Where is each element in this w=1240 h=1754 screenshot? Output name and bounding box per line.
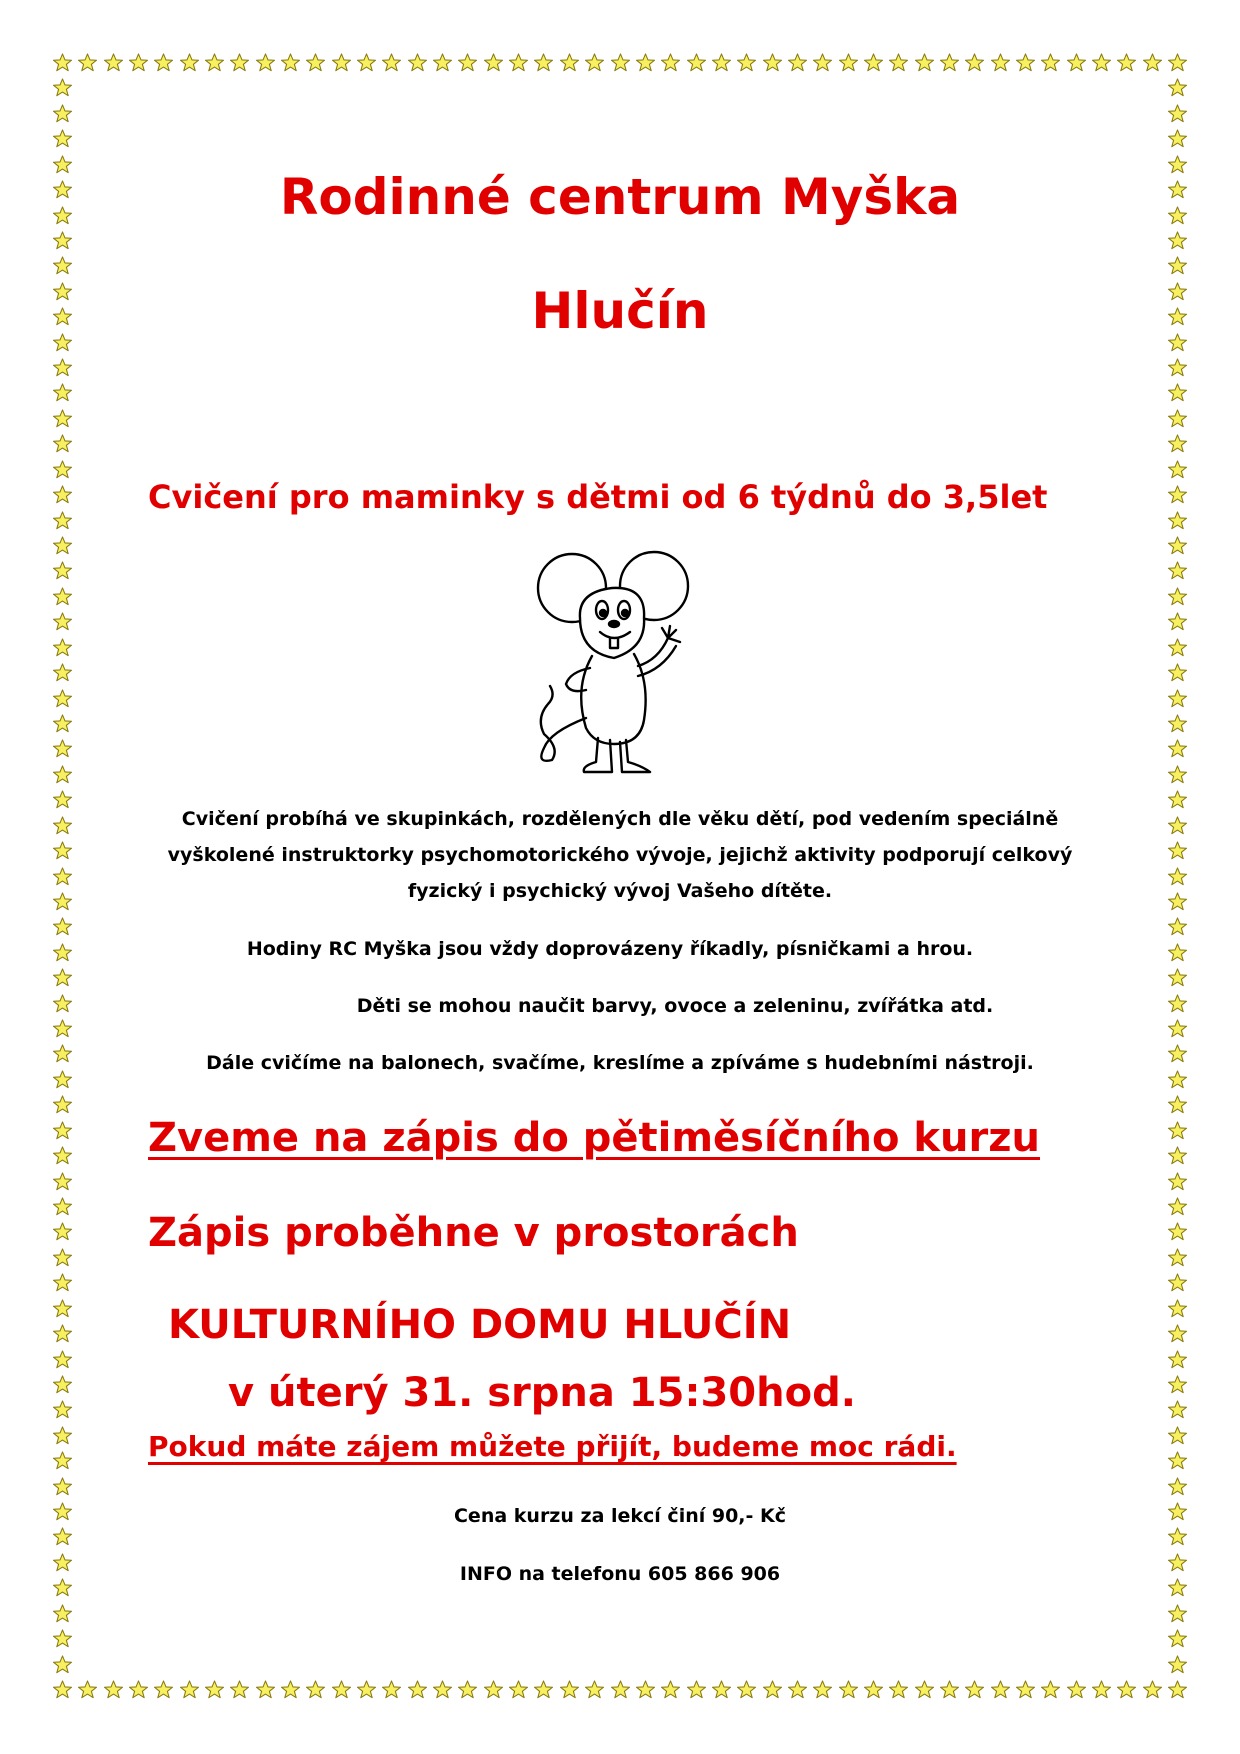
star-icon: [864, 53, 883, 72]
star-icon: [1168, 358, 1187, 377]
star-icon: [53, 765, 72, 784]
star-icon: [1016, 1680, 1035, 1699]
star-icon: [509, 53, 528, 72]
star-icon: [53, 434, 72, 453]
star-icon: [813, 1680, 832, 1699]
star-icon: [1168, 663, 1187, 682]
star-icon: [1168, 1350, 1187, 1369]
star-icon: [53, 663, 72, 682]
star-icon: [53, 612, 72, 631]
star-icon: [1168, 1121, 1187, 1140]
star-icon: [1067, 53, 1086, 72]
star-icon: [1168, 78, 1187, 97]
star-icon: [788, 1680, 807, 1699]
star-icon: [1168, 104, 1187, 123]
star-icon: [1168, 587, 1187, 606]
star-icon: [712, 53, 731, 72]
star-icon: [1168, 1095, 1187, 1114]
star-icon: [534, 53, 553, 72]
star-icon: [53, 1451, 72, 1470]
star-icon: [53, 536, 72, 555]
star-icon: [839, 53, 858, 72]
star-icon: [53, 1655, 72, 1674]
star-icon: [53, 409, 72, 428]
star-icon: [281, 1680, 300, 1699]
star-icon: [484, 1680, 503, 1699]
star-icon: [1092, 53, 1111, 72]
star-icon: [1168, 714, 1187, 733]
star-icon: [1168, 1273, 1187, 1292]
subtitle: Cvičení pro maminky s dětmi od 6 týdnů do 3,5let: [148, 478, 1048, 516]
star-icon: [53, 129, 72, 148]
footer-info: INFO na telefonu 605 866 906: [459, 1563, 781, 1585]
star-icon: [484, 53, 503, 72]
star-icon: [611, 53, 630, 72]
star-icon: [180, 1680, 199, 1699]
star-icon: [687, 53, 706, 72]
star-icon: [1168, 1019, 1187, 1038]
star-icon: [585, 1680, 604, 1699]
star-icon: [408, 53, 427, 72]
star-icon: [433, 53, 452, 72]
star-icon: [53, 1172, 72, 1191]
star-icon: [965, 53, 984, 72]
star-icon: [661, 1680, 680, 1699]
star-icon: [53, 1019, 72, 1038]
star-icon: [560, 1680, 579, 1699]
star-icon: [940, 53, 959, 72]
description-paragraph-2: Hodiny RC Myška jsou vždy doprovázeny říkadly, písničkami a hrou.: [246, 938, 974, 960]
star-icon: [661, 53, 680, 72]
star-icon: [53, 1324, 72, 1343]
star-icon: [889, 53, 908, 72]
mouse-waving-illustration: [530, 548, 710, 778]
star-icon: [53, 917, 72, 936]
star-icon: [712, 1680, 731, 1699]
star-icon: [1168, 1655, 1187, 1674]
invite-place-line: Zápis proběhne v prostorách: [148, 1210, 799, 1256]
star-icon: [53, 1095, 72, 1114]
star-icon: [104, 1680, 123, 1699]
star-icon: [53, 689, 72, 708]
star-icon: [230, 53, 249, 72]
invite-closing: Pokud máte zájem můžete přijít, budeme moc rádi.: [148, 1430, 957, 1463]
star-icon: [864, 1680, 883, 1699]
star-icon: [433, 1680, 452, 1699]
star-icon: [1168, 917, 1187, 936]
star-icon: [991, 53, 1010, 72]
description-line-3: fyzický i psychický vývoj Vašeho dítěte.: [407, 880, 833, 902]
star-icon: [585, 53, 604, 72]
star-icon: [636, 53, 655, 72]
star-icon: [154, 53, 173, 72]
star-icon: [509, 1680, 528, 1699]
star-icon: [357, 1680, 376, 1699]
star-icon: [53, 511, 72, 530]
star-icon: [1168, 1629, 1187, 1648]
star-icon: [1168, 638, 1187, 657]
star-icon: [611, 1680, 630, 1699]
star-icon: [53, 1197, 72, 1216]
star-icon: [53, 1680, 72, 1699]
star-icon: [1016, 53, 1035, 72]
star-icon: [915, 53, 934, 72]
star-icon: [737, 53, 756, 72]
star-icon: [1168, 612, 1187, 631]
star-icon: [1168, 739, 1187, 758]
star-icon: [763, 1680, 782, 1699]
star-icon: [1041, 1680, 1060, 1699]
star-icon: [180, 53, 199, 72]
star-icon: [1168, 1299, 1187, 1318]
star-icon: [53, 104, 72, 123]
star-icon: [1067, 1680, 1086, 1699]
invite-headline: Zveme na zápis do pětiměsíčního kurzu: [148, 1115, 1040, 1161]
description-paragraph-3: Děti se mohou naučit barvy, ovoce a zeleninu, zvířátka atd.: [356, 995, 994, 1017]
star-icon: [53, 1350, 72, 1369]
star-icon: [1168, 689, 1187, 708]
star-icon: [687, 1680, 706, 1699]
star-icon: [53, 383, 72, 402]
star-icon: [1168, 409, 1187, 428]
star-icon: [53, 1273, 72, 1292]
star-icon: [129, 1680, 148, 1699]
star-icon: [53, 1527, 72, 1546]
star-icon: [281, 53, 300, 72]
star-icon: [53, 739, 72, 758]
star-icon: [788, 53, 807, 72]
star-icon: [382, 53, 401, 72]
star-icon: [1168, 1527, 1187, 1546]
star-icon: [813, 53, 832, 72]
star-icon: [636, 1680, 655, 1699]
star-icon: [1117, 1680, 1136, 1699]
star-icon: [53, 1426, 72, 1445]
star-icon: [991, 1680, 1010, 1699]
star-icon: [53, 1604, 72, 1623]
star-icon: [1143, 1680, 1162, 1699]
star-icon: [205, 1680, 224, 1699]
star-icon: [1168, 434, 1187, 453]
description-line-1: Cvičení probíhá ve skupinkách, rozdělených dle věku dětí, pod vedením speciálně: [181, 808, 1059, 830]
star-icon: [78, 53, 97, 72]
star-icon: [1168, 1477, 1187, 1496]
invite-venue: KULTURNÍHO DOMU HLUČÍN: [168, 1302, 792, 1348]
star-icon: [104, 53, 123, 72]
star-icon: [1092, 1680, 1111, 1699]
star-icon: [1117, 53, 1136, 72]
star-icon: [408, 1680, 427, 1699]
star-icon: [1168, 1400, 1187, 1419]
star-icon: [256, 53, 275, 72]
star-icon: [129, 53, 148, 72]
star-icon: [1041, 53, 1060, 72]
star-icon: [53, 561, 72, 580]
star-icon: [1168, 256, 1187, 275]
star-icon: [1168, 1324, 1187, 1343]
star-icon: [332, 53, 351, 72]
star-icon: [1168, 1172, 1187, 1191]
star-icon: [1168, 485, 1187, 504]
star-icon: [1168, 536, 1187, 555]
star-icon: [915, 1680, 934, 1699]
star-icon: [458, 1680, 477, 1699]
star-icon: [1168, 1604, 1187, 1623]
star-icon: [53, 1248, 72, 1267]
star-icon: [53, 968, 72, 987]
star-icon: [1168, 53, 1187, 72]
description-line-2: vyškolené instruktorky psychomotorického vývoje, jejichž aktivity podporují celkový: [167, 844, 1073, 866]
title-line-2: Hlučín: [531, 282, 709, 340]
star-icon: [1168, 1197, 1187, 1216]
star-icon: [53, 1629, 72, 1648]
star-icon: [737, 1680, 756, 1699]
star-icon: [1168, 511, 1187, 530]
star-icon: [53, 638, 72, 657]
star-icon: [53, 358, 72, 377]
star-icon: [53, 1299, 72, 1318]
star-icon: [53, 714, 72, 733]
star-icon: [53, 78, 72, 97]
star-icon: [1168, 460, 1187, 479]
star-icon: [1168, 129, 1187, 148]
star-icon: [1143, 53, 1162, 72]
star-icon: [332, 1680, 351, 1699]
star-icon: [1168, 1680, 1187, 1699]
star-icon: [839, 1680, 858, 1699]
star-icon: [357, 53, 376, 72]
star-icon: [53, 587, 72, 606]
star-icon: [256, 1680, 275, 1699]
star-icon: [53, 1375, 72, 1394]
star-icon: [53, 256, 72, 275]
star-icon: [382, 1680, 401, 1699]
star-icon: [306, 53, 325, 72]
description-paragraph-4: Dále cvičíme na balonech, svačíme, kreslíme a zpíváme s hudebními nástroji.: [206, 1052, 1034, 1074]
star-icon: [1168, 231, 1187, 250]
star-icon: [78, 1680, 97, 1699]
star-icon: [1168, 1426, 1187, 1445]
star-icon: [53, 1146, 72, 1165]
star-icon: [458, 53, 477, 72]
star-icon: [965, 1680, 984, 1699]
invite-date: v úterý 31. srpna 15:30hod.: [228, 1370, 856, 1416]
star-icon: [1168, 383, 1187, 402]
star-icon: [306, 1680, 325, 1699]
star-icon: [1168, 968, 1187, 987]
star-icon: [534, 1680, 553, 1699]
star-icon: [53, 460, 72, 479]
star-icon: [1168, 1451, 1187, 1470]
star-icon: [1168, 790, 1187, 809]
footer-price: Cena kurzu za lekcí činí 90,- Kč: [453, 1505, 787, 1527]
star-icon: [230, 1680, 249, 1699]
star-icon: [53, 1400, 72, 1419]
star-icon: [763, 53, 782, 72]
star-icon: [53, 231, 72, 250]
star-icon: [154, 1680, 173, 1699]
star-icon: [53, 485, 72, 504]
star-icon: [53, 1121, 72, 1140]
star-icon: [889, 1680, 908, 1699]
star-icon: [1168, 1248, 1187, 1267]
star-icon: [940, 1680, 959, 1699]
star-icon: [1168, 1146, 1187, 1165]
star-icon: [1168, 561, 1187, 580]
star-icon: [53, 1222, 72, 1241]
star-icon: [1168, 765, 1187, 784]
star-icon: [53, 790, 72, 809]
star-icon: [560, 53, 579, 72]
star-icon: [53, 53, 72, 72]
star-icon: [1168, 1222, 1187, 1241]
star-icon: [205, 53, 224, 72]
star-icon: [1168, 1375, 1187, 1394]
star-icon: [53, 1477, 72, 1496]
title-line-1: Rodinné centrum Myška: [279, 168, 961, 226]
